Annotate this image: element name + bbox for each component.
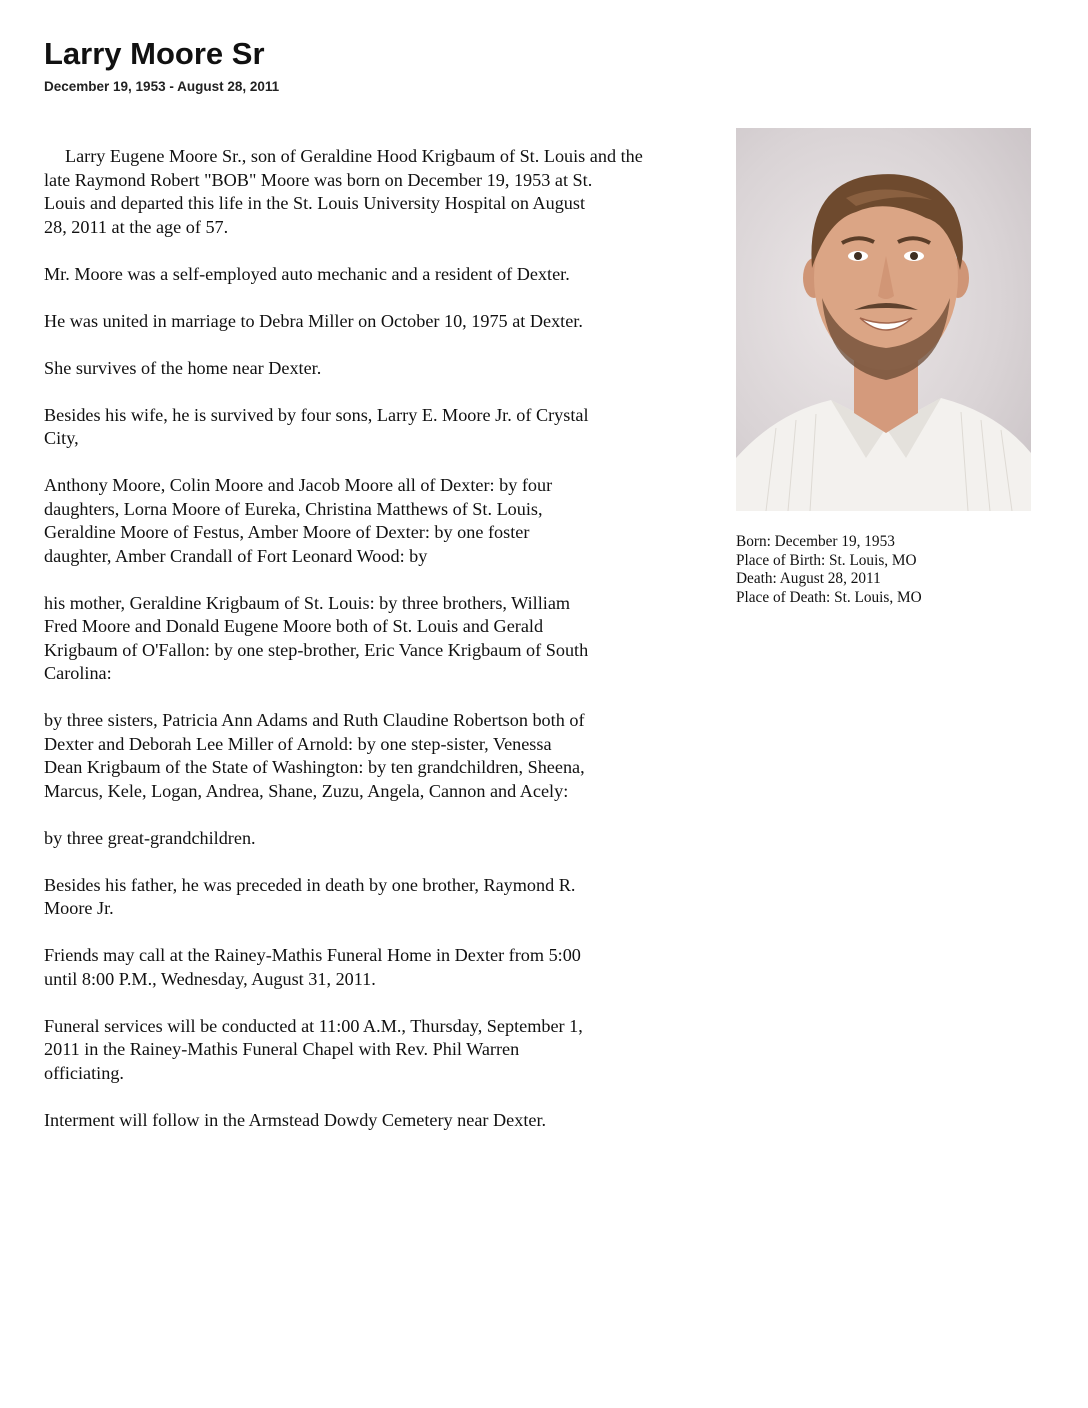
text-line: Louis and departed this life in the St. Louis University Hospital on August [44,193,586,213]
text-line: by three great-grandchildren. [44,827,256,848]
paragraph-13 [44,1109,749,1133]
text-line: Besides his father, he was preceded in death by one brother, Raymond R. [44,874,576,895]
text-line: Krigbaum of O'Fallon: by one step-brother, Eric Vance Krigbaum of South [44,639,589,660]
page-title: Larry Moore Sr [44,36,265,71]
text-line: Moore Jr. [44,898,114,918]
text-line: Fred Moore and Donald Eugene Moore both of St. Louis and Gerald [44,616,544,636]
life-dates: December 19, 1953 - August 28, 2011 [44,79,280,94]
paragraph-6 [44,474,749,568]
text-line: late Raymond Robert "BOB" Moore was born on December 19, 1953 at St. [44,169,593,190]
paragraph-1 [44,145,749,239]
portrait-photo [736,128,1031,511]
text-line: daughters, Lorna Moore of Eureka, Christina Matthews of St. Louis, [44,498,543,519]
text-line: He was united in marriage to Debra Miller on October 10, 1975 at Dexter. [44,310,583,331]
death-date: Death: August 28, 2011 [736,570,881,587]
text-line: by three sisters, Patricia Ann Adams and Ruth Claudine Robertson both of [44,710,585,730]
text-line: City, [44,428,79,448]
text-line: Interment will follow in the Armstead Dowdy Cemetery near Dexter. [44,1109,547,1130]
paragraph-9 [44,827,749,851]
text-line: She survives of the home near Dexter. [44,357,322,378]
text-line: Marcus, Kele, Logan, Andrea, Shane, Zuzu, Angela, Cannon and Acely: [44,780,569,801]
text-line: Funeral services will be conducted at 11:00 A.M., Thursday, September 1, [44,1015,583,1036]
text-line: 2011 in the Rainey-Mathis Funeral Chapel with Rev. Phil Warren [44,1039,520,1059]
text-line: 28, 2011 at the age of 57. [44,216,229,237]
paragraph-7 [44,592,749,686]
text-line: Anthony Moore, Colin Moore and Jacob Moore all of Dexter: by four [44,475,553,495]
text-line: Larry Eugene Moore Sr., son of Geraldine Hood Krigbaum of St. Louis and the [65,146,643,166]
paragraph-4 [44,357,749,381]
born-date: Born: December 19, 1953 [736,533,895,550]
paragraph-2 [44,263,749,287]
text-line: officiating. [44,1062,124,1083]
text-line: Dexter and Deborah Lee Miller of Arnold: by one step-sister, Venessa [44,733,552,754]
vital-facts [736,533,922,607]
obituary-text [44,145,749,1156]
portrait-illustration [736,128,1031,511]
place-of-birth: Place of Birth: St. Louis, MO [736,551,917,569]
text-line: Mr. Moore was a self-employed auto mechanic and a resident of Dexter. [44,263,570,284]
paragraph-5 [44,404,749,451]
paragraph-3 [44,310,749,334]
text-line: Carolina: [44,663,112,683]
text-line: his mother, Geraldine Krigbaum of St. Louis: by three brothers, William [44,592,571,613]
paragraph-11 [44,944,749,991]
paragraph-12 [44,1015,749,1086]
text-line: Geraldine Moore of Festus, Amber Moore of Dexter: by one foster [44,522,530,542]
place-of-death: Place of Death: St. Louis, MO [736,588,922,606]
text-line: Friends may call at the Rainey-Mathis Funeral Home in Dexter from 5:00 [44,945,581,965]
text-line: Besides his wife, he is survived by four sons, Larry E. Moore Jr. of Crystal [44,404,589,425]
paragraph-8 [44,709,749,803]
paragraph-10 [44,874,749,921]
text-line: Dean Krigbaum of the State of Washington: by ten grandchildren, Sheena, [44,757,585,777]
text-line: until 8:00 P.M., Wednesday, August 31, 2011. [44,968,376,989]
text-line: daughter, Amber Crandall of Fort Leonard Wood: by [44,545,428,566]
